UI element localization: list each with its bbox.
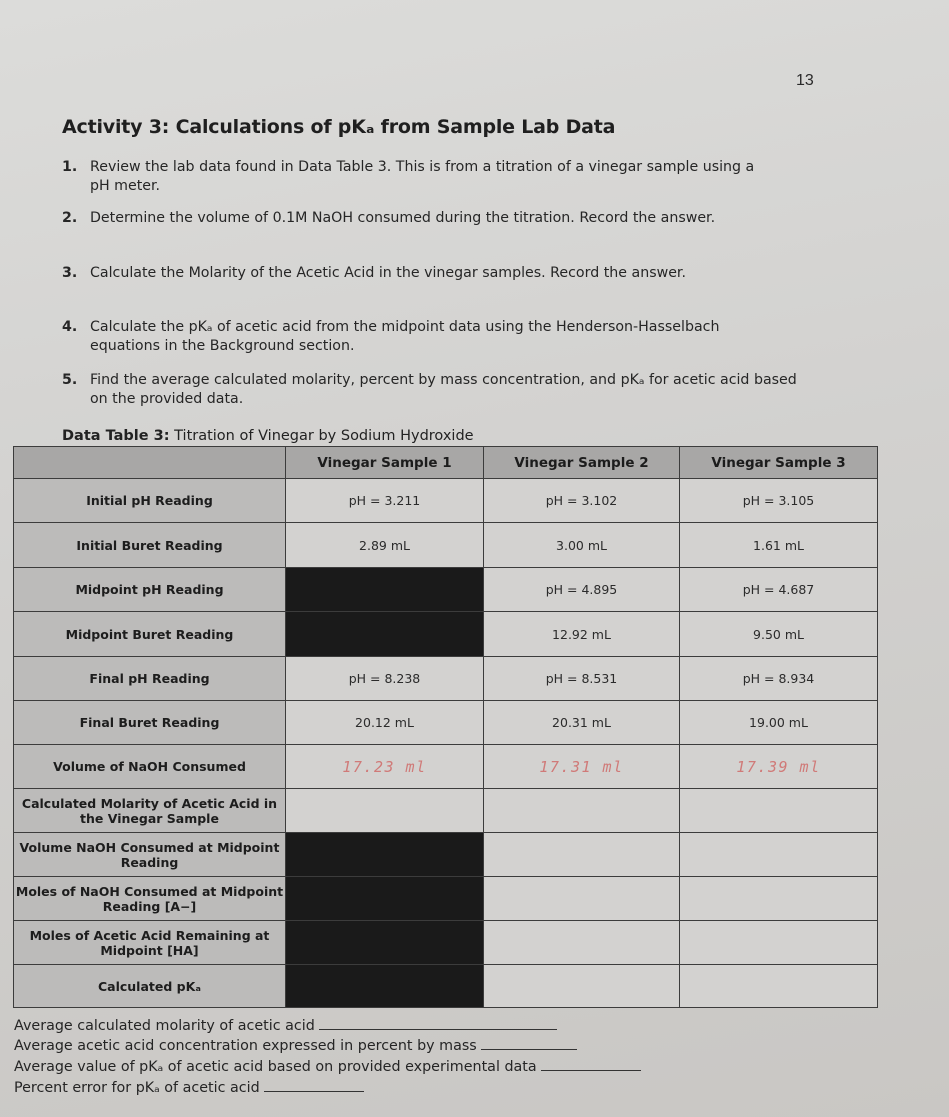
instruction-step [62,371,797,409]
table-header-row [14,447,878,479]
step-text: Determine the volume of 0.1M NaOH consumed during the titration. Record the answer. [90,210,716,226]
table-cell: 12.92 mL [484,612,680,657]
step-number: 2. [62,210,78,226]
table-cell: 20.12 mL [286,701,484,745]
table-cell: pH = 8.531 [484,657,680,701]
activity-heading: Activity 3: Calculations of pKₐ from Sample Lab Data [62,116,616,138]
header-sample-3: Vinegar Sample 3 [680,447,878,479]
table-cell [484,877,680,921]
table-cell [680,789,878,833]
row-label: Initial Buret Reading [14,523,286,568]
header-sample-2: Vinegar Sample 2 [484,447,680,479]
table-cell [680,877,878,921]
table-cell: pH = 8.238 [286,657,484,701]
footer-line-percent-error [14,1078,364,1096]
table-cell: pH = 3.211 [286,479,484,523]
table-cell [680,921,878,965]
footer-line-percent-mass [14,1036,577,1054]
redacted-cell [286,921,484,965]
row-label: Final pH Reading [14,657,286,701]
instruction-step [62,209,792,228]
table-cell [484,921,680,965]
row-label: Calculated Molarity of Acetic Acid in the Vinegar Sample [14,789,286,833]
redacted-cell [286,965,484,1008]
row-label: Calculated pKₐ [14,965,286,1008]
table-row [14,701,878,745]
table-cell: 19.00 mL [680,701,878,745]
table-row [14,965,878,1008]
table-cell [286,789,484,833]
table-cell [484,965,680,1008]
table-row [14,877,878,921]
table-cell: 9.50 mL [680,612,878,657]
step-text: Review the lab data found in Data Table 3. This is from a titration of a vinegar sample using a pH meter. [90,159,755,194]
row-label: Initial pH Reading [14,479,286,523]
header-blank [14,447,286,479]
redacted-cell [286,612,484,657]
table-cell: 20.31 mL [484,701,680,745]
table-row [14,568,878,612]
footer-line-pka [14,1057,641,1075]
row-label: Volume of NaOH Consumed [14,745,286,789]
table-row [14,479,878,523]
table-cell: pH = 4.687 [680,568,878,612]
table-cell [484,789,680,833]
table-caption [62,428,474,444]
table-cell [680,833,878,877]
row-label: Moles of NaOH Consumed at Midpoint Reading [A−] [14,877,286,921]
table-row [14,833,878,877]
table-cell: pH = 4.895 [484,568,680,612]
row-label: Moles of Acetic Acid Remaining at Midpoint [HA] [14,921,286,965]
step-text: Find the average calculated molarity, percent by mass concentration, and pKₐ for acetic acid based on the provided data. [90,372,797,407]
table-cell: pH = 8.934 [680,657,878,701]
answer-blank [264,1078,364,1092]
row-label: Midpoint Buret Reading [14,612,286,657]
table-row [14,745,878,789]
row-label: Final Buret Reading [14,701,286,745]
handwritten-cell: 17.23 ml [286,745,484,789]
step-number: 5. [62,372,78,388]
table-cell: pH = 3.102 [484,479,680,523]
step-text: Calculate the pKₐ of acetic acid from the midpoint data using the Henderson-Hasselbach equations in the Background section. [90,319,720,354]
instruction-step [62,158,792,196]
step-number: 3. [62,265,78,281]
header-sample-1: Vinegar Sample 1 [286,447,484,479]
footer-label: Average value of pKₐ of acetic acid based on provided experimental data [14,1059,537,1075]
redacted-cell [286,568,484,612]
footer-label: Average calculated molarity of acetic acid [14,1018,315,1034]
answer-blank [481,1036,577,1050]
table-cell: 2.89 mL [286,523,484,568]
footer-label: Average acetic acid concentration expressed in percent by mass [14,1038,477,1054]
table-cell: pH = 3.105 [680,479,878,523]
instruction-step [62,318,792,356]
table-caption-text: Titration of Vinegar by Sodium Hydroxide [174,428,474,444]
table-cell [680,965,878,1008]
table-row [14,657,878,701]
handwritten-cell: 17.39 ml [680,745,878,789]
step-number: 4. [62,319,78,335]
redacted-cell [286,833,484,877]
table-cell [484,833,680,877]
row-label: Volume NaOH Consumed at Midpoint Reading [14,833,286,877]
table-cell: 1.61 mL [680,523,878,568]
answer-blank [541,1057,641,1071]
row-label: Midpoint pH Reading [14,568,286,612]
page-number: 13 [796,72,814,89]
table-row [14,523,878,568]
step-text: Calculate the Molarity of the Acetic Acid in the vinegar samples. Record the answer. [90,265,686,281]
titration-data-table [13,446,878,1008]
table-caption-label: Data Table 3: [62,428,170,444]
instruction-step [62,264,792,283]
table-cell: 3.00 mL [484,523,680,568]
table-row [14,921,878,965]
step-number: 1. [62,159,78,175]
table-row [14,789,878,833]
answer-blank [319,1016,557,1030]
table-row [14,612,878,657]
footer-label: Percent error for pKₐ of acetic acid [14,1080,260,1096]
handwritten-cell: 17.31 ml [484,745,680,789]
footer-line-molarity [14,1016,557,1034]
redacted-cell [286,877,484,921]
